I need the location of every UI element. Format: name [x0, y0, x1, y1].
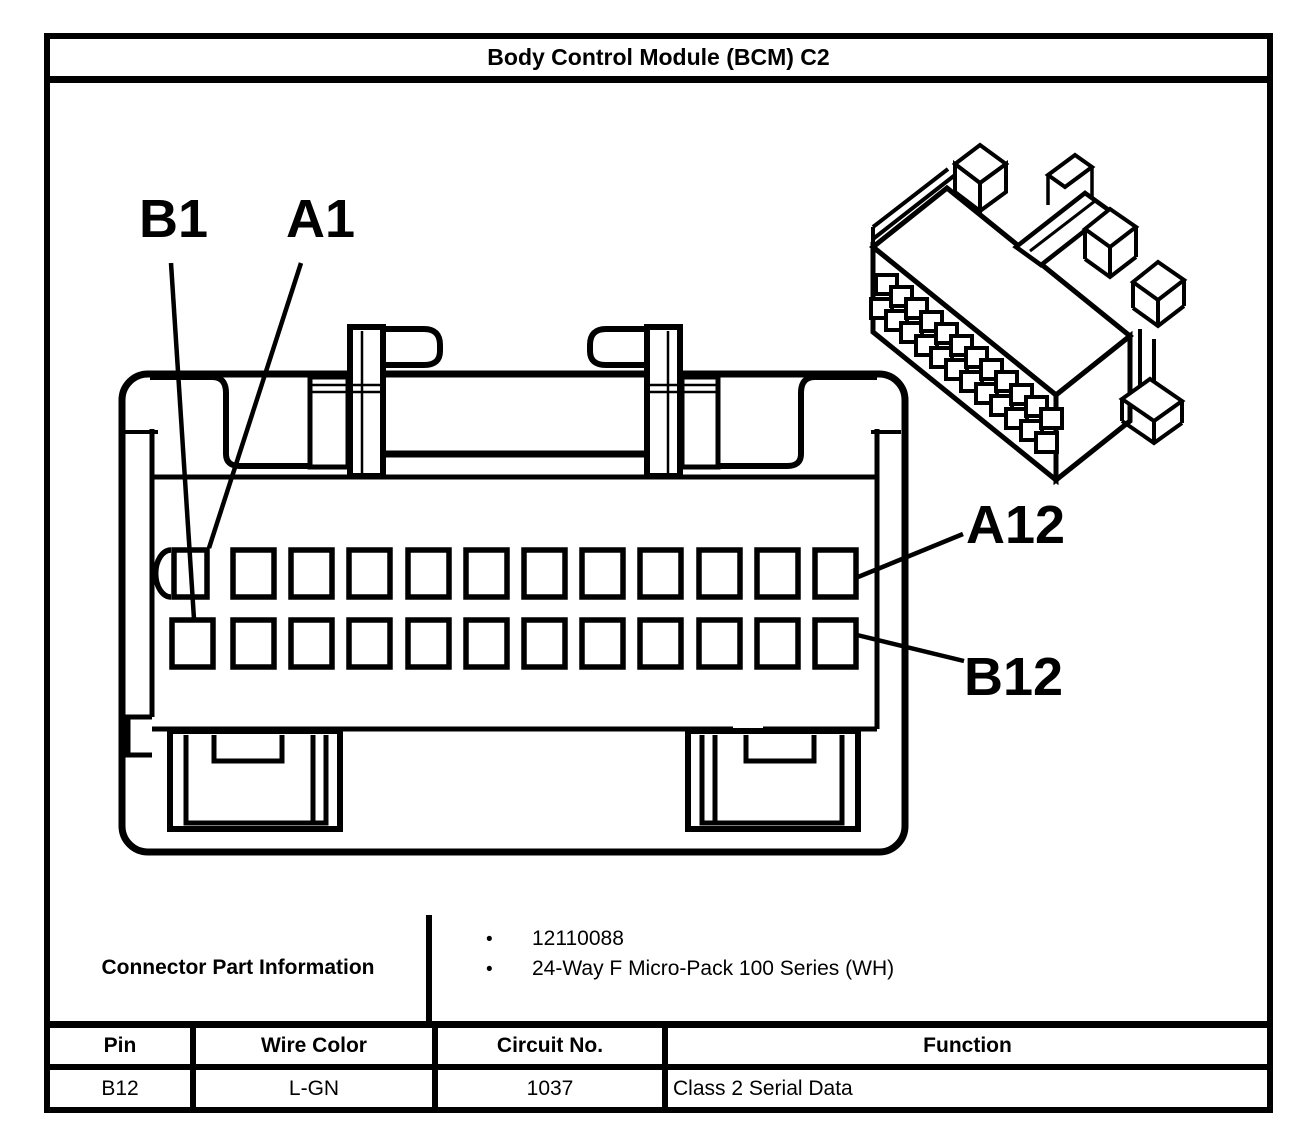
top-block-right [682, 377, 718, 467]
pin-b3 [291, 620, 332, 667]
pin-a6 [466, 550, 507, 597]
part-number-item [486, 924, 1267, 954]
title-bar [50, 39, 1267, 83]
label-b12: B12 [964, 647, 1064, 707]
cell-wire-color: L-GN [190, 1070, 432, 1107]
pin-a10 [699, 550, 740, 597]
header-function: Function [662, 1028, 1267, 1064]
pin-a2 [233, 550, 274, 597]
bullet-icon: • [486, 959, 493, 980]
cell-circuit-no: 1037 [432, 1070, 662, 1107]
header-wire-color: Wire Color [190, 1028, 432, 1064]
part-description: 24-Way F Micro-Pack 100 Series (WH) [532, 957, 895, 980]
latch-bar-right [647, 327, 680, 476]
pin-b2 [233, 620, 274, 667]
leader-line-a12 [858, 534, 963, 577]
page-title: Body Control Module (BCM) C2 [487, 44, 830, 70]
pin-a8 [582, 550, 623, 597]
header-pin: Pin [103, 1034, 137, 1057]
pin-b1 [172, 620, 213, 667]
bullet-icon: • [486, 929, 493, 950]
part-description-item [486, 954, 1267, 984]
pin-table-row [50, 1070, 1267, 1107]
cell-pin: B12 [101, 1076, 139, 1100]
label-a1: A1 [286, 189, 356, 249]
pin-b5 [408, 620, 449, 667]
pin-a11 [757, 550, 798, 597]
keyway-arc [156, 550, 171, 597]
pin-row-a [174, 550, 856, 597]
connector-part-info-items [432, 915, 1267, 1021]
pin-b12 [815, 620, 856, 667]
label-b1: B1 [139, 189, 209, 249]
header-circuit-no: Circuit No. [432, 1028, 662, 1064]
pin-b9 [640, 620, 681, 667]
leader-line-b12 [857, 635, 964, 661]
top-block-left [310, 377, 348, 467]
pin-a3 [291, 550, 332, 597]
pin-a12 [815, 550, 856, 597]
pin-row-b [172, 620, 856, 667]
connector-front-view [122, 327, 905, 852]
latch-bar-left [350, 327, 383, 476]
pin-b6 [466, 620, 507, 667]
pin-a9 [640, 550, 681, 597]
shell-left-shoulder [150, 377, 310, 466]
label-a12: A12 [966, 495, 1066, 555]
connector-part-info-row [50, 915, 1267, 1028]
pin-b11 [757, 620, 798, 667]
pin-b8 [582, 620, 623, 667]
iso-latch-middle [1016, 155, 1110, 265]
leader-line-a1 [209, 263, 301, 548]
pin-table-header [50, 1028, 1267, 1070]
connector-isometric-view [871, 145, 1184, 480]
pin-b7 [524, 620, 565, 667]
pin-a7 [524, 550, 565, 597]
pin-b10 [699, 620, 740, 667]
shell-right-shoulder [718, 377, 877, 466]
pin-a5 [408, 550, 449, 597]
pin-b4 [349, 620, 390, 667]
bottom-notch-left [128, 717, 152, 755]
connector-part-info-label: Connector Part Information [50, 915, 432, 1021]
document-frame [44, 33, 1273, 1113]
diagram-area [50, 83, 1267, 915]
pin-a4 [349, 550, 390, 597]
connector-diagram [50, 83, 1267, 915]
part-number: 12110088 [532, 927, 624, 950]
cell-function: Class 2 Serial Data [662, 1070, 1267, 1107]
